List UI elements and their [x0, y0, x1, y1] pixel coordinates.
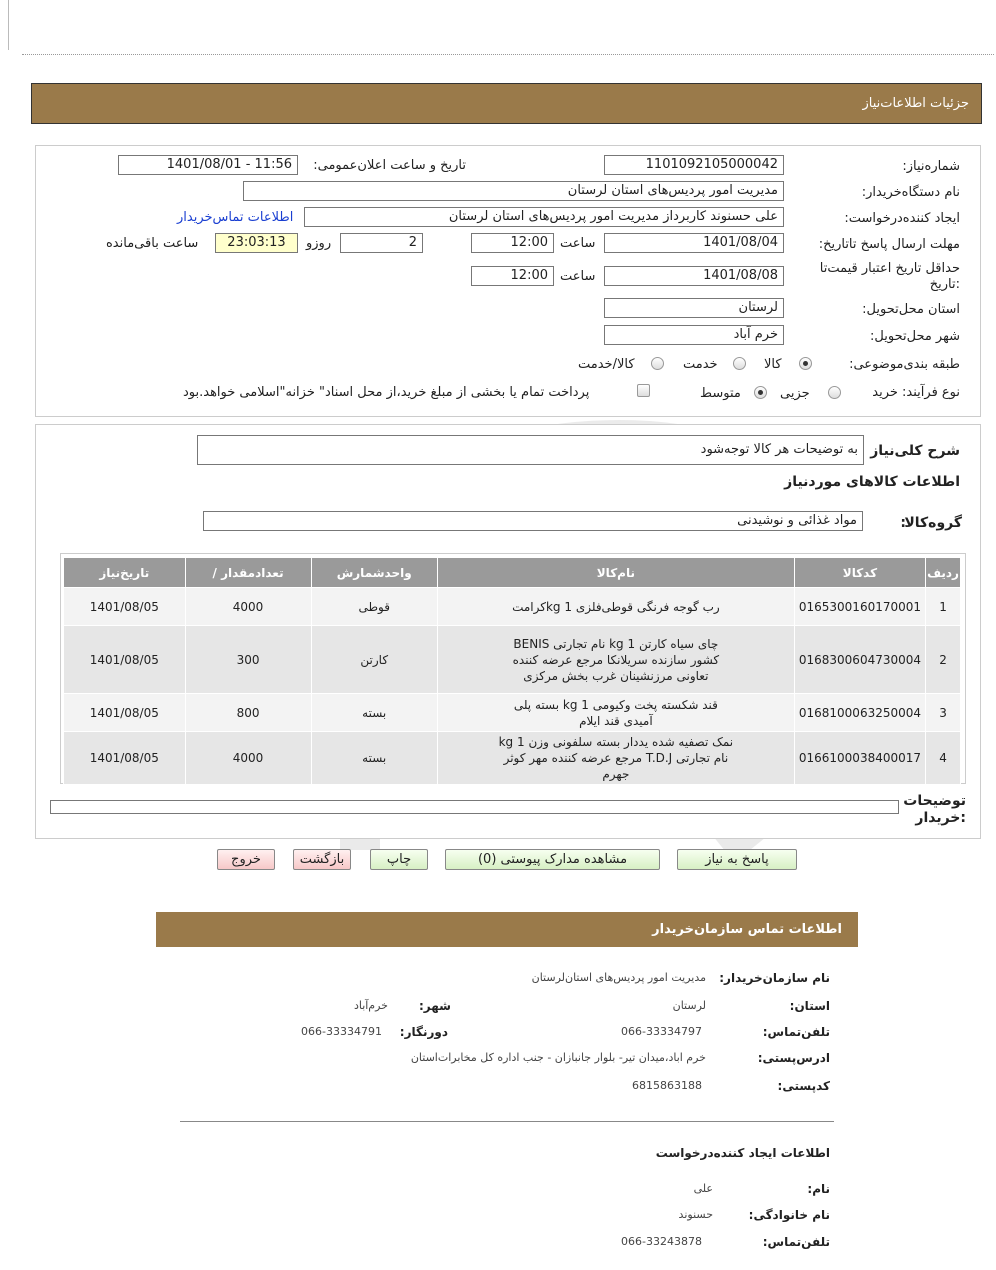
creator-phone-value: 066-33243878: [621, 1235, 702, 1248]
process-partial-label: جزیی: [780, 386, 810, 401]
address-value: خرم اباد،میدان تیر- بلوار جانبازان - جنب اداره کل مخابرات‌استان: [410, 1051, 706, 1064]
cell-code: 0168300604730004: [794, 626, 925, 694]
province-field[interactable]: لرستان: [604, 298, 784, 318]
treasury-payment-note: پرداخت تمام یا بخشی از مبلغ خرید،از محل اسناد" خزانه"اسلامی خواهد.بود: [183, 385, 590, 400]
postal-value: 6815863188: [632, 1079, 702, 1092]
category-goods-radio[interactable]: [799, 357, 812, 370]
summary-label: شرح کلی‌نیاز: [870, 443, 960, 459]
process-partial-radio[interactable]: [828, 386, 841, 399]
remaining-label: ساعت باقی‌مانده: [106, 236, 199, 251]
cell-unit: بسته: [311, 694, 437, 732]
treasury-payment-checkbox[interactable]: [637, 384, 650, 397]
cell-row: 1: [926, 588, 961, 626]
col-unit: واحدشمارش: [311, 558, 437, 588]
table-row[interactable]: [64, 588, 961, 626]
process-medium-radio[interactable]: [754, 386, 767, 399]
group-label-colon: :: [900, 515, 906, 531]
col-name: نام‌کالا: [437, 558, 794, 588]
col-row: ردیف: [926, 558, 961, 588]
cell-date: 1401/08/05: [64, 732, 186, 785]
cell-date: 1401/08/05: [64, 694, 186, 732]
contact-phone-value: 066-33334797: [621, 1025, 702, 1038]
buyer-notes-field[interactable]: [50, 800, 899, 814]
attachments-button[interactable]: مشاهده مدارک پیوستی (0): [445, 849, 660, 870]
creator-name-label: نام:: [807, 1182, 830, 1196]
org-value: مدیریت امور پردیس‌های استان‌لرستان: [531, 971, 706, 984]
validity-label-line1: حداقل تاریخ اعتبار قیمت‌تا: [819, 261, 960, 276]
header-title: جزئیات اطلاعات‌نیاز: [862, 96, 969, 111]
city-label: شهر محل‌تحویل:: [870, 329, 960, 344]
process-label: نوع فرآیند: خرید: [872, 385, 960, 400]
creator-family-value: حسنوند: [678, 1208, 713, 1221]
address-label: ادرس‌پستی:: [757, 1051, 830, 1065]
creator-field[interactable]: علی حسنوند کاربرداز مدیریت امور پردیس‌های استان لرستان: [304, 207, 784, 227]
creator-phone-label: تلفن‌تماس:: [762, 1235, 830, 1249]
buyer-contact-link[interactable]: اطلاعات تماس‌خریدار: [177, 210, 294, 225]
org-label: نام سازمان‌خریدار:: [719, 971, 830, 985]
back-button[interactable]: بازگشت: [293, 849, 351, 870]
cell-qty: 300: [185, 626, 311, 694]
days-field[interactable]: 2: [340, 233, 423, 253]
send-date-field[interactable]: 1401/08/04: [604, 233, 784, 253]
need-number-label: شماره‌نیاز:: [902, 159, 960, 174]
contact-city-label: شهر:: [419, 999, 451, 1013]
cell-qty: 800: [185, 694, 311, 732]
cell-unit: قوطی: [311, 588, 437, 626]
creator-family-label: نام خانوادگی:: [748, 1208, 830, 1222]
table-row[interactable]: [64, 626, 961, 694]
validity-date-field[interactable]: 1401/08/08: [604, 266, 784, 286]
contact-fax-value: 066-33334791: [301, 1025, 382, 1038]
process-medium-label: متوسط: [700, 386, 741, 401]
table-row[interactable]: [64, 732, 961, 785]
cell-name: چای سیاه کارتن 1 kg نام تجارتی BENIS کشور سازنده سریلانکا مرجع عرضه کننده تعاونی مرزنشینان غرب بخش مرکزی: [437, 626, 794, 694]
province-label: استان محل‌تحویل:: [862, 302, 960, 317]
contact-section-bar: [156, 912, 858, 947]
cell-date: 1401/08/05: [64, 588, 186, 626]
cell-name: رب گوجه فرنگی قوطی‌فلزی 1 kgکرامت: [437, 588, 794, 626]
col-code: کدکالا: [794, 558, 925, 588]
col-date: تاریخ‌نیاز: [64, 558, 186, 588]
postal-label: کد‌پستی:: [777, 1079, 830, 1093]
remaining-time-field: 23:03:13: [215, 233, 298, 253]
cell-row: 4: [926, 732, 961, 785]
cell-code: 0168100063250004: [794, 694, 925, 732]
cell-code: 0166100038400017: [794, 732, 925, 785]
announce-label: تاریخ و ساعت اعلان‌عمومی:: [313, 158, 466, 173]
category-goods-label: کالا: [764, 357, 782, 372]
creator-label: ایجاد کننده‌درخواست:: [844, 211, 960, 226]
validity-label-line2: :تاریخ: [929, 277, 960, 292]
cell-row: 2: [926, 626, 961, 694]
page-edge-line: [8, 0, 9, 50]
need-number-field[interactable]: 1101092105000042: [604, 155, 784, 175]
cell-unit: کارتن: [311, 626, 437, 694]
creator-info-title: اطلاعات ایجاد کننده‌درخواست: [655, 1146, 830, 1160]
announce-field[interactable]: 1401/08/01 - 11:56: [118, 155, 298, 175]
goods-info-title: اطلاعات کالاهای موردنیاز: [784, 474, 960, 490]
cell-row: 3: [926, 694, 961, 732]
group-field[interactable]: مواد غذائی و نوشیدنی: [203, 511, 863, 531]
send-time-field[interactable]: 12:00: [471, 233, 554, 253]
validity-time-label: ساعت: [560, 269, 596, 284]
cell-qty: 4000: [185, 732, 311, 785]
cell-unit: بسته: [311, 732, 437, 785]
summary-field[interactable]: به توضیحات هر کالا توجه‌شود: [197, 435, 864, 465]
validity-time-field[interactable]: 12:00: [471, 266, 554, 286]
category-both-radio[interactable]: [651, 357, 664, 370]
category-service-radio[interactable]: [733, 357, 746, 370]
category-service-label: خدمت: [683, 357, 718, 372]
creator-name-value: علی: [693, 1182, 713, 1195]
buyer-org-field[interactable]: مدیریت امور پردیس‌های استان لرستان: [243, 181, 784, 201]
contact-province-value: لرستان: [672, 999, 706, 1012]
cell-code: 0165300160170001: [794, 588, 925, 626]
cell-name: قند شکسته پخت وکیومی 1 kg بسته پلی آمیدی قند ایلام: [437, 694, 794, 732]
buyer-notes-label-line2: :خریدار: [915, 810, 966, 826]
cell-date: 1401/08/05: [64, 626, 186, 694]
cell-name: نمک تصفیه شده یددار بسته سلفونی وزن 1 kg نام تجارتی T.D.J مرجع عرضه کننده مهر کوثر جهرم: [437, 732, 794, 785]
reply-button[interactable]: پاسخ به نیاز: [677, 849, 797, 870]
contact-city-value: خرم‌آباد: [353, 999, 388, 1012]
contact-fax-label: دورنگار:: [399, 1025, 448, 1039]
col-qty: تعدادمقدار /: [185, 558, 311, 588]
goods-table: [63, 557, 961, 785]
contact-phone-label: تلفن‌تماس:: [762, 1025, 830, 1039]
contact-divider: [180, 1121, 834, 1122]
top-divider: [22, 54, 994, 55]
print-button[interactable]: چاپ: [370, 849, 428, 870]
category-label: طبقه بندی‌موضوعی:: [849, 357, 960, 372]
exit-button[interactable]: خروج: [217, 849, 275, 870]
category-both-label: کالا/خدمت: [578, 357, 635, 372]
city-field[interactable]: خرم آباد: [604, 325, 784, 345]
header-bar: [31, 83, 982, 124]
buyer-org-label: نام دستگاه‌خریدار:: [861, 185, 960, 200]
group-label: گروه‌کالا: [904, 515, 962, 531]
buyer-notes-label-line1: توضیحات: [903, 793, 966, 809]
contact-section-title: اطلاعات تماس سازمان‌خریدار: [652, 922, 842, 937]
send-time-label: ساعت: [560, 236, 596, 251]
contact-province-label: استان:: [789, 999, 830, 1013]
table-row[interactable]: [64, 694, 961, 732]
days-label: روزو: [306, 236, 332, 251]
cell-qty: 4000: [185, 588, 311, 626]
send-deadline-label: مهلت ارسال پاسخ تا‌تاریخ:: [818, 237, 960, 252]
